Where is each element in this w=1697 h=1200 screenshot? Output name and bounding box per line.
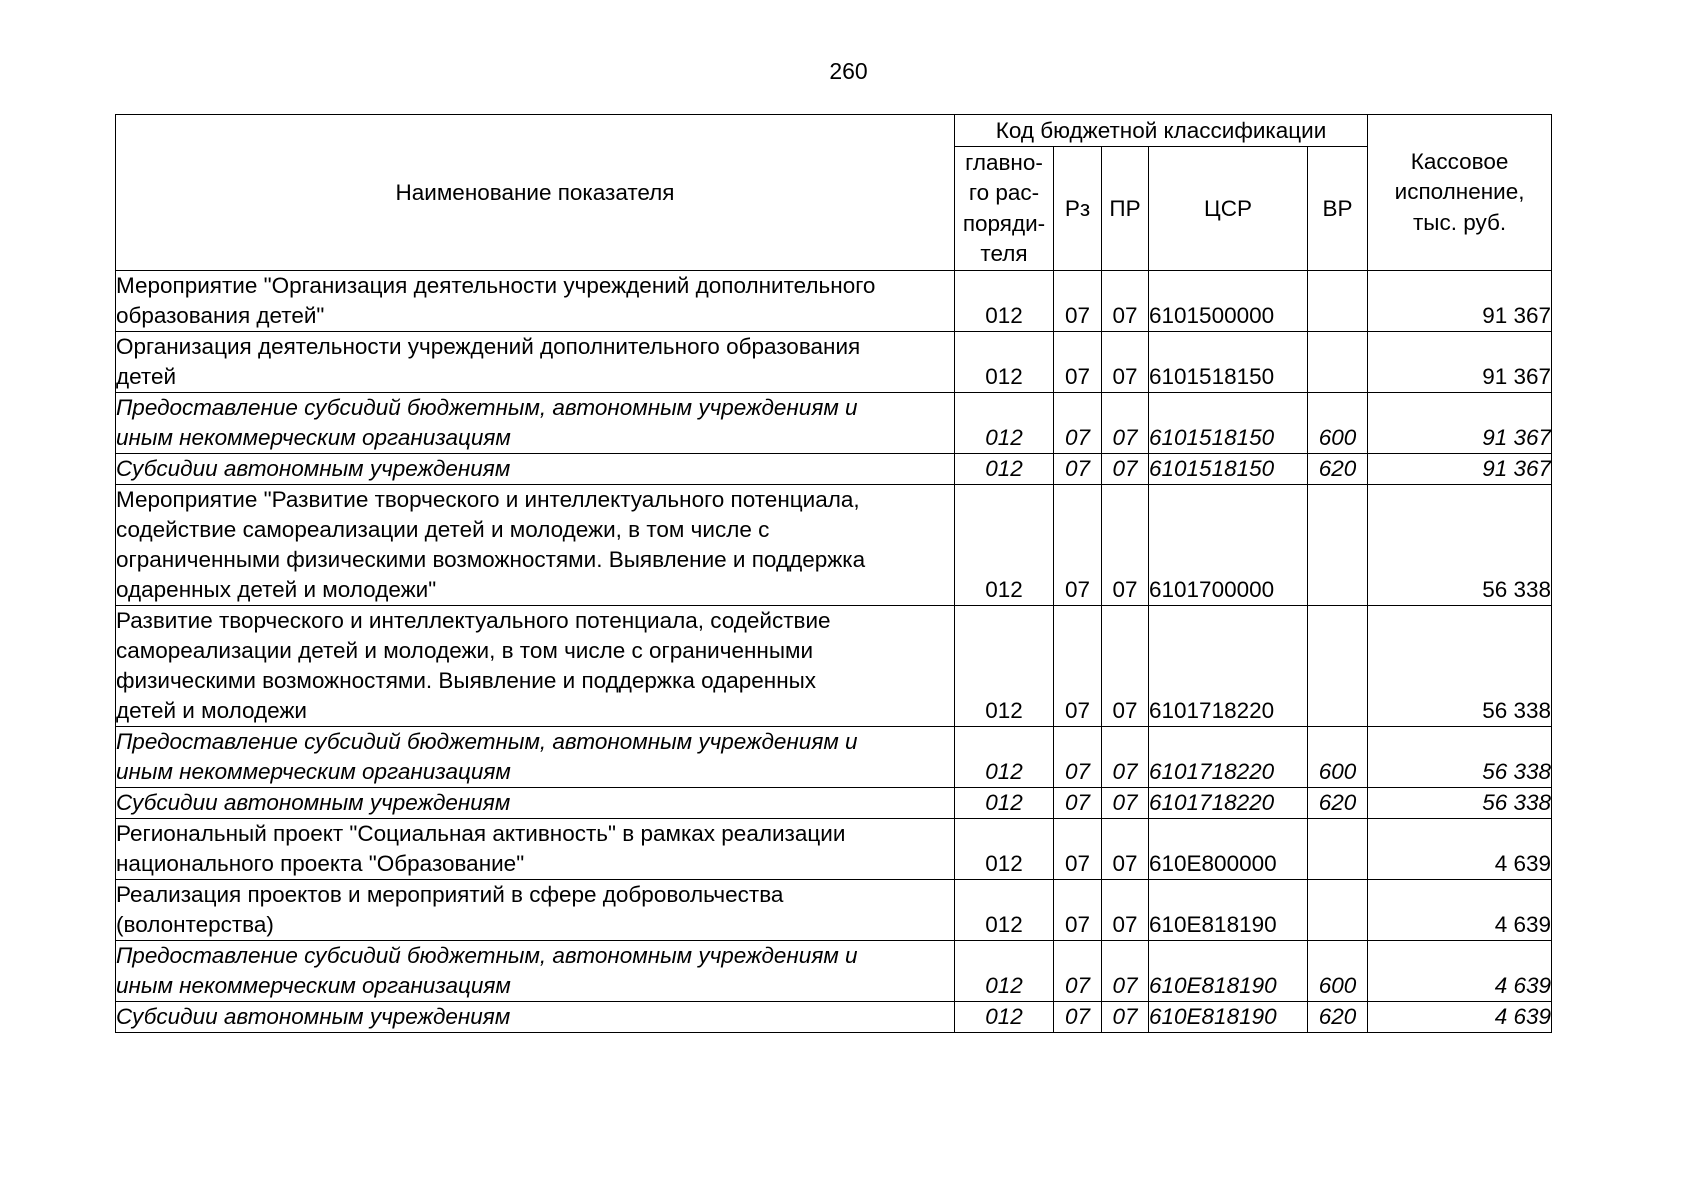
row-name-line: иным некоммерческим организациям (116, 973, 511, 998)
row-name-line: Реализация проектов и мероприятий в сфере добровольчества (116, 882, 784, 907)
row-rz: 07 (1054, 454, 1102, 485)
row-vr: 600 (1308, 941, 1368, 1002)
row-grbs: 012 (955, 332, 1054, 393)
row-name-line: ограниченными физическими возможностями. Выявление и поддержка (116, 547, 866, 572)
header-csr: ЦСР (1149, 147, 1308, 271)
row-name-line: Организация деятельности учреждений дополнительного образования (116, 334, 861, 359)
row-name (116, 393, 955, 454)
row-pr: 07 (1102, 454, 1149, 485)
row-amount: 4 639 (1368, 880, 1552, 941)
row-name-line: иным некоммерческим организациям (116, 425, 511, 450)
row-pr: 07 (1102, 606, 1149, 727)
row-rz: 07 (1054, 271, 1102, 332)
row-name-line: содействие самореализации детей и молодежи, в том числе с (116, 517, 770, 542)
row-name-line: Предоставление субсидий бюджетным, автономным учреждениям и (116, 729, 858, 754)
row-name-line: физическими возможностями. Выявление и поддержка одаренных (116, 668, 817, 693)
row-rz: 07 (1054, 606, 1102, 727)
row-name-line: Субсидии автономным учреждениям (116, 456, 511, 481)
header-kbk-group: Код бюджетной классификации (955, 115, 1368, 147)
row-csr: 6101518150 (1149, 454, 1308, 485)
row-name-line: Субсидии автономным учреждениям (116, 1004, 511, 1029)
table-header (116, 115, 1552, 271)
row-name (116, 271, 955, 332)
header-rz: Рз (1054, 147, 1102, 271)
row-csr: 6101718220 (1149, 788, 1308, 819)
header-vr: ВР (1308, 147, 1368, 271)
row-rz: 07 (1054, 485, 1102, 606)
row-rz: 07 (1054, 880, 1102, 941)
row-csr: 6101700000 (1149, 485, 1308, 606)
row-csr: 6101718220 (1149, 727, 1308, 788)
row-csr: 610E818190 (1149, 880, 1308, 941)
table-row (116, 332, 1552, 393)
row-amount: 56 338 (1368, 788, 1552, 819)
header-kassa (1368, 115, 1552, 271)
row-pr: 07 (1102, 332, 1149, 393)
row-amount: 91 367 (1368, 393, 1552, 454)
row-name (116, 819, 955, 880)
row-vr (1308, 819, 1368, 880)
row-vr: 600 (1308, 393, 1368, 454)
row-name-line: Субсидии автономным учреждениям (116, 790, 511, 815)
row-amount: 91 367 (1368, 271, 1552, 332)
row-csr: 6101518150 (1149, 332, 1308, 393)
row-pr: 07 (1102, 788, 1149, 819)
row-grbs: 012 (955, 606, 1054, 727)
row-name-line: детей и молодежи (116, 698, 307, 723)
table-row (116, 1002, 1552, 1033)
page-number: 260 (829, 58, 868, 84)
row-vr: 620 (1308, 454, 1368, 485)
budget-table (115, 114, 1552, 1033)
row-amount: 4 639 (1368, 819, 1552, 880)
row-vr (1308, 880, 1368, 941)
row-name-line: национального проекта "Образование" (116, 851, 525, 876)
header-name: Наименование показателя (116, 115, 955, 271)
row-name (116, 332, 955, 393)
row-pr: 07 (1102, 941, 1149, 1002)
row-csr: 6101518150 (1149, 393, 1308, 454)
row-grbs: 012 (955, 271, 1054, 332)
row-vr (1308, 606, 1368, 727)
row-name-line: Мероприятие "Развитие творческого и интеллектуального потенциала, (116, 487, 860, 512)
table-row (116, 727, 1552, 788)
row-rz: 07 (1054, 819, 1102, 880)
header-pr: ПР (1102, 147, 1149, 271)
row-name-line: Предоставление субсидий бюджетным, автономным учреждениям и (116, 395, 858, 420)
header-grbs (955, 147, 1054, 271)
table-row (116, 485, 1552, 606)
row-pr: 07 (1102, 819, 1149, 880)
row-grbs: 012 (955, 485, 1054, 606)
row-pr: 07 (1102, 485, 1149, 606)
row-grbs: 012 (955, 1002, 1054, 1033)
header-grbs-line: го рас- (968, 180, 1040, 205)
row-name-line: Предоставление субсидий бюджетным, автономным учреждениям и (116, 943, 858, 968)
header-kassa-line: исполнение, (1394, 179, 1525, 205)
row-rz: 07 (1054, 332, 1102, 393)
row-name (116, 880, 955, 941)
row-name-line: иным некоммерческим организациям (116, 759, 511, 784)
row-rz: 07 (1054, 393, 1102, 454)
row-pr: 07 (1102, 727, 1149, 788)
row-name-line: одаренных детей и молодежи" (116, 577, 437, 602)
row-grbs: 012 (955, 819, 1054, 880)
header-kassa-line: тыс. руб. (1412, 209, 1507, 235)
row-csr: 610E818190 (1149, 1002, 1308, 1033)
header-kassa-line: Кассовое (1410, 148, 1509, 174)
row-pr: 07 (1102, 1002, 1149, 1033)
row-grbs: 012 (955, 941, 1054, 1002)
row-grbs: 012 (955, 454, 1054, 485)
row-pr: 07 (1102, 271, 1149, 332)
row-vr (1308, 332, 1368, 393)
row-name-line: самореализации детей и молодежи, в том числе с ограниченными (116, 638, 814, 663)
row-pr: 07 (1102, 880, 1149, 941)
row-amount: 91 367 (1368, 332, 1552, 393)
row-csr: 6101718220 (1149, 606, 1308, 727)
header-grbs-line: главно- (965, 149, 1043, 175)
row-amount: 56 338 (1368, 606, 1552, 727)
row-amount: 56 338 (1368, 727, 1552, 788)
table-row (116, 819, 1552, 880)
header-grbs-line: теля (980, 241, 1028, 266)
table-row (116, 393, 1552, 454)
table-row (116, 454, 1552, 485)
table-row (116, 788, 1552, 819)
table-row (116, 941, 1552, 1002)
row-name (116, 788, 955, 819)
row-name (116, 485, 955, 606)
row-grbs: 012 (955, 880, 1054, 941)
row-name-line: Развитие творческого и интеллектуального потенциала, содействие (116, 608, 831, 633)
row-pr: 07 (1102, 393, 1149, 454)
row-vr (1308, 271, 1368, 332)
row-csr: 610E818190 (1149, 941, 1308, 1002)
row-vr: 620 (1308, 788, 1368, 819)
row-csr: 610E800000 (1149, 819, 1308, 880)
table-row (116, 606, 1552, 727)
row-vr: 620 (1308, 1002, 1368, 1033)
row-name (116, 1002, 955, 1033)
row-name-line: (волонтерства) (116, 912, 274, 937)
row-name-line: детей (116, 364, 177, 389)
row-rz: 07 (1054, 1002, 1102, 1033)
row-name (116, 454, 955, 485)
row-rz: 07 (1054, 788, 1102, 819)
row-csr: 6101500000 (1149, 271, 1308, 332)
row-amount: 56 338 (1368, 485, 1552, 606)
row-vr (1308, 485, 1368, 606)
row-name (116, 727, 955, 788)
row-name (116, 606, 955, 727)
row-rz: 07 (1054, 727, 1102, 788)
row-vr: 600 (1308, 727, 1368, 788)
header-grbs-line: поряди- (962, 210, 1046, 236)
row-grbs: 012 (955, 727, 1054, 788)
row-amount: 4 639 (1368, 1002, 1552, 1033)
table-row (116, 880, 1552, 941)
row-name-line: образования детей" (116, 303, 325, 328)
row-amount: 4 639 (1368, 941, 1552, 1002)
row-name-line: Мероприятие "Организация деятельности учреждений дополнительного (116, 273, 876, 298)
row-amount: 91 367 (1368, 454, 1552, 485)
table-row (116, 271, 1552, 332)
row-grbs: 012 (955, 788, 1054, 819)
row-name-line: Региональный проект "Социальная активность" в рамках реализации (116, 821, 846, 846)
row-grbs: 012 (955, 393, 1054, 454)
row-name (116, 941, 955, 1002)
table-body (116, 271, 1552, 1033)
row-rz: 07 (1054, 941, 1102, 1002)
